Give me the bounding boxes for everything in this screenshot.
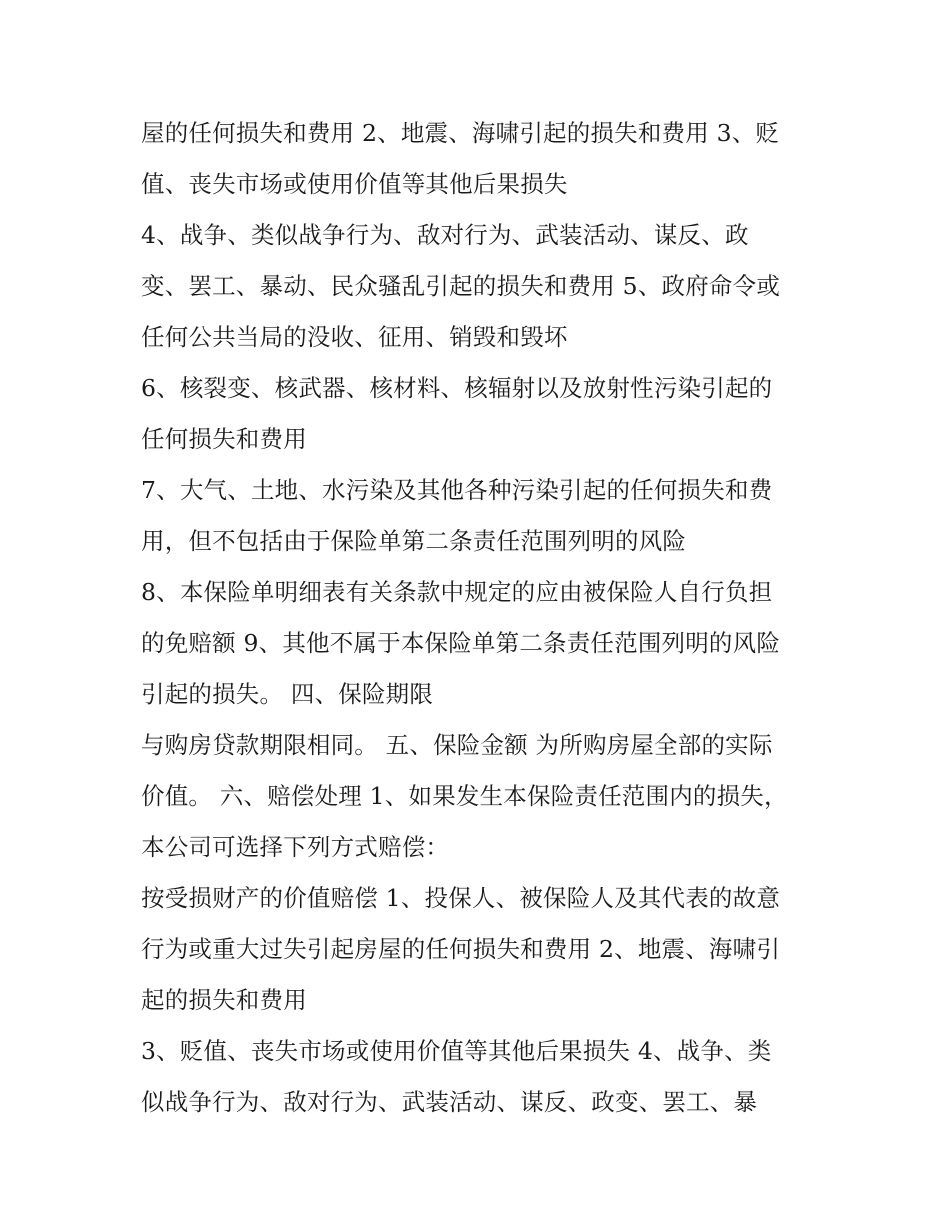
text-line: 6、核裂变、核武器、核材料、核辐射以及放射性污染引起的 [141, 374, 773, 402]
text-line: 与购房贷款期限相同。 五、保险金额 为所购房屋全部的实际 [141, 731, 773, 759]
text-line: 价值。 六、赔偿处理 1、如果发生本保险责任范围内的损失， [141, 782, 788, 810]
text-line: 3、贬值、丧失市场或使用价值等其他后果损失 4、战争、类 [141, 1037, 772, 1065]
document-body [141, 108, 821, 1128]
text-line: 屋的任何损失和费用 2、地震、海啸引起的损失和费用 3、贬 [141, 119, 780, 147]
text-line: 行为或重大过失引起房屋的任何损失和费用 2、地震、海啸引 [141, 935, 781, 963]
text-line: 按受损财产的价值赔偿 1、投保人、被保险人及其代表的故意 [141, 884, 781, 912]
text-line: 本公司可选择下列方式赔偿： [141, 833, 450, 861]
text-line: 任何损失和费用 [141, 425, 307, 453]
text-line: 变、罢工、暴动、民众骚乱引起的损失和费用 5、政府命令或 [141, 272, 781, 300]
text-line: 7、大气、土地、水污染及其他各种污染引起的任何损失和费 [141, 476, 773, 504]
text-line: 8、本保险单明细表有关条款中规定的应由被保险人自行负担 [141, 578, 773, 606]
text-line: 4、战争、类似战争行为、敌对行为、武装活动、谋反、政 [141, 221, 749, 249]
text-line: 值、丧失市场或使用价值等其他后果损失 [141, 170, 568, 198]
text-line: 似战争行为、敌对行为、武装活动、谋反、政变、罢工、暴 [141, 1088, 758, 1116]
text-line: 用，但不包括由于保险单第二条责任范围列明的风险 [141, 527, 687, 555]
text-line: 引起的损失。 四、保险期限 [141, 680, 434, 708]
text-line: 起的损失和费用 [141, 986, 307, 1014]
text-line: 的免赔额 9、其他不属于本保险单第二条责任范围列明的风险 [141, 629, 781, 657]
text-line: 任何公共当局的没收、征用、销毁和毁坏 [141, 323, 568, 351]
